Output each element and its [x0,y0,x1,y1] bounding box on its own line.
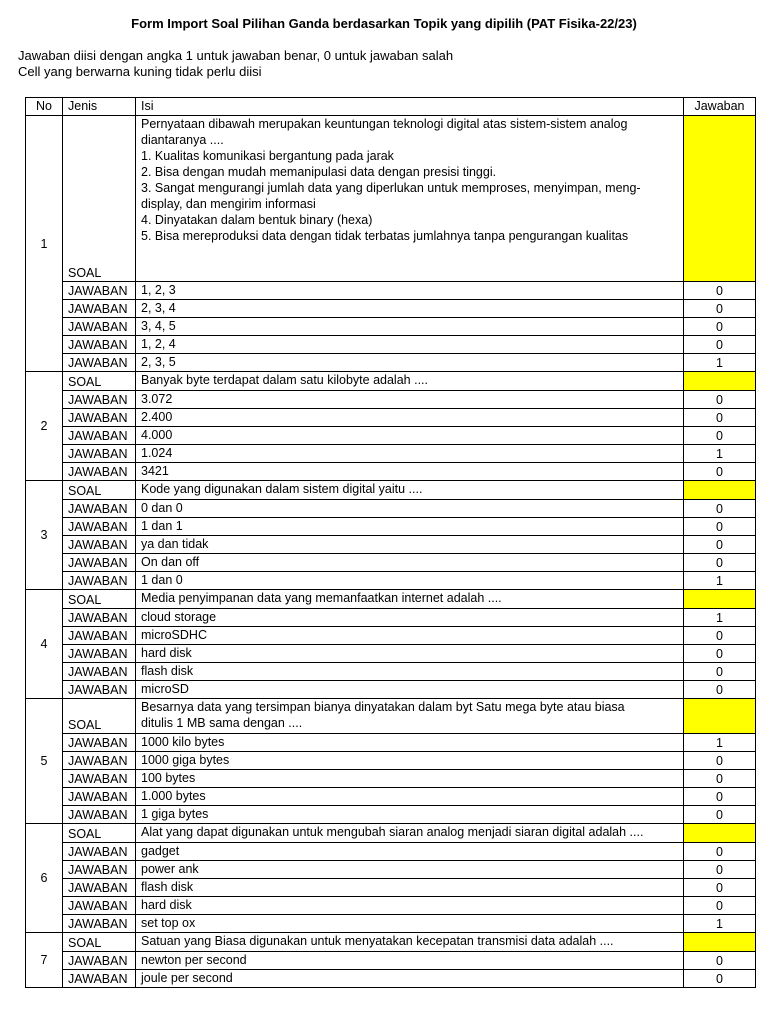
answer-row [26,915,756,933]
answer-row [26,282,756,300]
answer-label: JAWABAN [63,970,136,988]
soal-label: SOAL [63,116,136,282]
answer-label: JAWABAN [63,427,136,445]
answer-label: JAWABAN [63,554,136,572]
answer-value-cell[interactable]: 0 [684,752,756,770]
answer-label: JAWABAN [63,282,136,300]
question-text-line: 5. Bisa mereproduksi data dengan tidak terbatas jumlahnya tanpa pengurangan kualitas [141,229,629,243]
question-text-line: Satuan yang Biasa digunakan untuk menyatakan kecepatan transmisi data adalah .... [141,934,614,948]
answer-label: JAWABAN [63,336,136,354]
answer-label: JAWABAN [63,409,136,427]
question-text-line: Banyak byte terdapat dalam satu kilobyte adalah .... [141,373,428,387]
answer-value-cell[interactable]: 0 [684,970,756,988]
answer-row [26,391,756,409]
answer-row [26,518,756,536]
answer-option-text[interactable]: 1000 giga bytes [136,752,684,770]
question-table [25,97,756,988]
question-rows [26,116,756,988]
answer-row [26,554,756,572]
answer-value-cell[interactable]: 1 [684,354,756,372]
question-number: 3 [26,481,63,590]
answer-cell-disabled [684,699,756,734]
question-number: 7 [26,933,63,988]
answer-label: JAWABAN [63,500,136,518]
answer-value-cell[interactable]: 1 [684,445,756,463]
question-text[interactable] [136,824,684,843]
answer-option-text[interactable]: 1.000 bytes [136,788,684,806]
answer-option-text[interactable]: power ank [136,861,684,879]
answer-row [26,970,756,988]
soal-label: SOAL [63,481,136,500]
instruction-line: Cell yang berwarna kuning tidak perlu diisi [18,64,262,79]
answer-row [26,681,756,699]
question-number: 1 [26,116,63,372]
answer-label: JAWABAN [63,663,136,681]
header-row [26,98,756,116]
question-number: 2 [26,372,63,481]
question-text[interactable] [136,699,684,734]
header-jenis: Jenis [63,98,136,116]
answer-option-text[interactable]: 2.400 [136,409,684,427]
answer-label: JAWABAN [63,463,136,481]
answer-cell-disabled [684,824,756,843]
answer-label: JAWABAN [63,627,136,645]
answer-value-cell[interactable]: 0 [684,391,756,409]
answer-option-text[interactable]: 2, 3, 4 [136,300,684,318]
answer-label: JAWABAN [63,391,136,409]
answer-row [26,734,756,752]
answer-option-text[interactable]: joule per second [136,970,684,988]
answer-cell-disabled [684,372,756,391]
answer-option-text[interactable]: newton per second [136,952,684,970]
question-text-line: 4. Dinyatakan dalam bentuk binary (hexa) [141,213,373,227]
answer-value-cell[interactable]: 0 [684,861,756,879]
answer-row [26,500,756,518]
answer-value-cell[interactable]: 0 [684,500,756,518]
answer-label: JAWABAN [63,843,136,861]
answer-row [26,806,756,824]
header-jawaban: Jawaban [684,98,756,116]
answer-label: JAWABAN [63,354,136,372]
answer-option-text[interactable]: On dan off [136,554,684,572]
answer-label: JAWABAN [63,536,136,554]
answer-value-cell[interactable]: 1 [684,609,756,627]
header-isi: Isi [136,98,684,116]
question-text[interactable] [136,372,684,391]
answer-label: JAWABAN [63,734,136,752]
answer-row [26,861,756,879]
answer-row [26,645,756,663]
answer-label: JAWABAN [63,645,136,663]
answer-row [26,572,756,590]
answer-option-text[interactable]: 1, 2, 4 [136,336,684,354]
answer-label: JAWABAN [63,806,136,824]
answer-row [26,427,756,445]
answer-value-cell[interactable]: 0 [684,897,756,915]
answer-value-cell[interactable]: 0 [684,806,756,824]
soal-row [26,933,756,952]
answer-label: JAWABAN [63,752,136,770]
question-text[interactable] [136,116,684,282]
answer-value-cell[interactable]: 0 [684,427,756,445]
answer-option-text[interactable]: ya dan tidak [136,536,684,554]
answer-value-cell[interactable]: 0 [684,336,756,354]
answer-row [26,843,756,861]
answer-option-text[interactable]: 3.072 [136,391,684,409]
answer-row [26,879,756,897]
answer-label: JAWABAN [63,609,136,627]
answer-value-cell[interactable]: 0 [684,645,756,663]
soal-row [26,699,756,734]
soal-label: SOAL [63,699,136,734]
answer-row [26,752,756,770]
answer-value-cell[interactable]: 0 [684,843,756,861]
answer-label: JAWABAN [63,518,136,536]
question-text-line: Pernyataan dibawah merupakan keuntungan teknologi digital atas sistem-sistem analog [141,117,628,131]
answer-row [26,536,756,554]
question-text-line: 1. Kualitas komunikasi bergantung pada jarak [141,149,394,163]
question-number: 5 [26,699,63,824]
question-text-line: diantaranya .... [141,133,224,147]
answer-value-cell[interactable]: 1 [684,572,756,590]
answer-option-text[interactable]: gadget [136,843,684,861]
question-text-line: 3. Sangat mengurangi jumlah data yang diperlukan untuk memproses, menyimpan, meng- [141,181,641,195]
answer-cell-disabled [684,116,756,282]
answer-label: JAWABAN [63,952,136,970]
answer-label: JAWABAN [63,897,136,915]
answer-row [26,788,756,806]
answer-value-cell[interactable]: 0 [684,627,756,645]
answer-row [26,318,756,336]
answer-label: JAWABAN [63,879,136,897]
answer-value-cell[interactable]: 0 [684,681,756,699]
answer-row [26,445,756,463]
answer-value-cell[interactable]: 0 [684,282,756,300]
answer-option-text[interactable]: 4.000 [136,427,684,445]
answer-option-text[interactable]: 0 dan 0 [136,500,684,518]
answer-value-cell[interactable]: 0 [684,518,756,536]
answer-option-text[interactable]: 1000 kilo bytes [136,734,684,752]
answer-value-cell[interactable]: 0 [684,463,756,481]
answer-label: JAWABAN [63,300,136,318]
instructions [18,48,453,80]
answer-value-cell[interactable]: 1 [684,915,756,933]
answer-row [26,770,756,788]
question-text-line: display, dan mengirim informasi [141,197,316,211]
answer-option-text[interactable]: set top ox [136,915,684,933]
soal-row [26,481,756,500]
soal-label: SOAL [63,824,136,843]
soal-label: SOAL [63,933,136,952]
question-text-line: ditulis 1 MB sama dengan .... [141,716,303,730]
answer-option-text[interactable]: 2, 3, 5 [136,354,684,372]
answer-row [26,627,756,645]
answer-value-cell[interactable]: 1 [684,734,756,752]
soal-row [26,824,756,843]
answer-row [26,300,756,318]
soal-row [26,116,756,282]
soal-row [26,372,756,391]
answer-option-text[interactable]: 1, 2, 3 [136,282,684,300]
answer-value-cell[interactable]: 0 [684,770,756,788]
answer-row [26,409,756,427]
answer-row [26,463,756,481]
answer-row [26,663,756,681]
answer-row [26,952,756,970]
answer-option-text[interactable]: flash disk [136,879,684,897]
answer-cell-disabled [684,481,756,500]
answer-option-text[interactable]: 100 bytes [136,770,684,788]
question-text-line: Media penyimpanan data yang memanfaatkan internet adalah .... [141,591,502,605]
answer-value-cell[interactable]: 0 [684,554,756,572]
question-number: 4 [26,590,63,699]
answer-label: JAWABAN [63,681,136,699]
answer-label: JAWABAN [63,915,136,933]
question-text[interactable] [136,933,684,952]
answer-label: JAWABAN [63,770,136,788]
soal-label: SOAL [63,590,136,609]
soal-label: SOAL [63,372,136,391]
answer-option-text[interactable]: 1 dan 1 [136,518,684,536]
answer-label: JAWABAN [63,445,136,463]
answer-option-text[interactable]: 1 giga bytes [136,806,684,824]
answer-option-text[interactable]: cloud storage [136,609,684,627]
answer-value-cell[interactable]: 0 [684,952,756,970]
question-text[interactable] [136,481,684,500]
answer-option-text[interactable]: microSD [136,681,684,699]
answer-value-cell[interactable]: 0 [684,536,756,554]
question-text[interactable] [136,590,684,609]
instruction-line: Jawaban diisi dengan angka 1 untuk jawaban benar, 0 untuk jawaban salah [18,48,454,63]
answer-row [26,609,756,627]
answer-value-cell[interactable]: 0 [684,318,756,336]
answer-label: JAWABAN [63,788,136,806]
question-text-line: Besarnya data yang tersimpan bianya dinyatakan dalam byt Satu mega byte atau biasa [141,700,625,714]
answer-row [26,336,756,354]
page-title: Form Import Soal Pilihan Ganda berdasarkan Topik yang dipilih (PAT Fisika-22/23) [131,16,637,31]
answer-option-text[interactable]: hard disk [136,897,684,915]
answer-option-text[interactable]: 1.024 [136,445,684,463]
answer-value-cell[interactable]: 0 [684,663,756,681]
question-number: 6 [26,824,63,933]
answer-option-text[interactable]: hard disk [136,645,684,663]
answer-option-text[interactable]: flash disk [136,663,684,681]
answer-row [26,354,756,372]
question-text-line: 2. Bisa dengan mudah memanipulasi data dengan presisi tinggi. [141,165,497,179]
answer-label: JAWABAN [63,572,136,590]
answer-option-text[interactable]: 3, 4, 5 [136,318,684,336]
answer-value-cell[interactable]: 0 [684,409,756,427]
answer-cell-disabled [684,933,756,952]
header-no: No [26,98,63,116]
answer-value-cell[interactable]: 0 [684,788,756,806]
question-text-line: Kode yang digunakan dalam sistem digital yaitu .... [141,482,423,496]
answer-value-cell[interactable]: 0 [684,879,756,897]
answer-label: JAWABAN [63,318,136,336]
answer-value-cell[interactable]: 0 [684,300,756,318]
answer-option-text[interactable]: microSDHC [136,627,684,645]
answer-row [26,897,756,915]
answer-option-text[interactable]: 3421 [136,463,684,481]
soal-row [26,590,756,609]
answer-cell-disabled [684,590,756,609]
question-text-line: Alat yang dapat digunakan untuk mengubah siaran analog menjadi siaran digital adalah .... [141,825,644,839]
answer-label: JAWABAN [63,861,136,879]
answer-option-text[interactable]: 1 dan 0 [136,572,684,590]
